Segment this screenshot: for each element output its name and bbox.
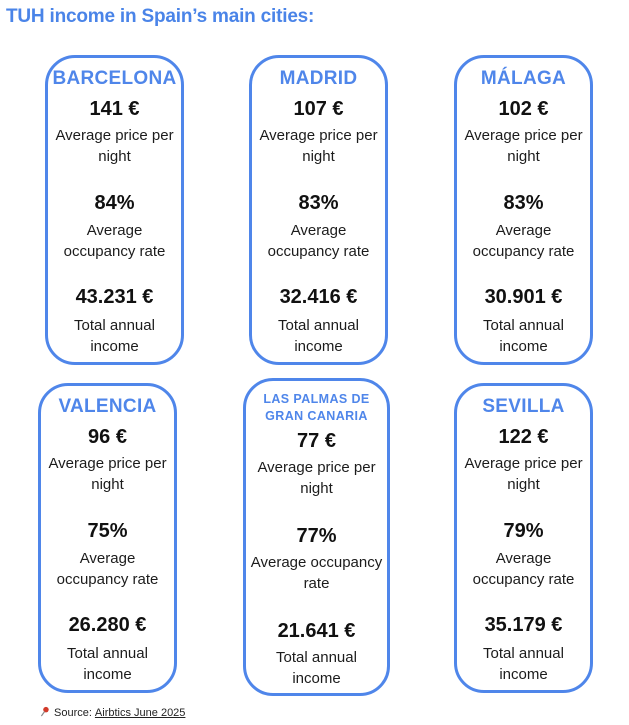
- price-value: 122 €: [498, 426, 549, 448]
- city-card-sevilla: [454, 383, 593, 693]
- occupancy-label: Average occupancy rate: [63, 222, 166, 260]
- source-note: [40, 706, 185, 720]
- occupancy-label: Average occupancy rate: [250, 554, 383, 592]
- income-label: Total annual income: [278, 317, 359, 355]
- income-label: Total annual income: [276, 649, 357, 687]
- page-title: TUH income in Spain’s main cities:: [6, 6, 315, 27]
- price-value: 102 €: [498, 98, 549, 120]
- income-value: 35.179 €: [484, 614, 563, 636]
- income-label: Total annual income: [483, 645, 564, 683]
- pushpin-icon: [40, 706, 51, 720]
- city-name: SEVILLA: [482, 396, 565, 417]
- source-link[interactable]: Airbtics June 2025: [94, 707, 186, 719]
- income-label: Total annual income: [483, 317, 564, 355]
- city-name: MÁLAGA: [480, 68, 567, 89]
- city-name: LAS PALMAS DE GRAN CANARIA: [263, 392, 370, 423]
- income-value: 21.641 €: [277, 620, 356, 642]
- occupancy-label: Average occupancy rate: [267, 222, 370, 260]
- source-prefix: Source:: [54, 707, 92, 719]
- income-label: Total annual income: [74, 317, 155, 355]
- price-value: 107 €: [293, 98, 344, 120]
- income-value: 43.231 €: [75, 286, 154, 308]
- price-value: 96 €: [88, 426, 127, 448]
- price-label: Average price per night: [464, 455, 583, 493]
- city-name: BARCELONA: [52, 68, 177, 89]
- price-label: Average price per night: [48, 455, 167, 493]
- occupancy-label: Average occupancy rate: [56, 550, 159, 588]
- city-name: VALENCIA: [58, 396, 157, 417]
- income-value: 32.416 €: [279, 286, 358, 308]
- city-card-valencia: [38, 383, 177, 693]
- price-label: Average price per night: [464, 127, 583, 165]
- occupancy-value: 75%: [87, 520, 128, 542]
- occupancy-value: 77%: [296, 525, 337, 547]
- city-name: MADRID: [279, 68, 358, 89]
- price-label: Average price per night: [259, 127, 378, 165]
- income-value: 26.280 €: [68, 614, 147, 636]
- city-card-malaga: [454, 55, 593, 365]
- city-card-barcelona: [45, 55, 184, 365]
- price-label: Average price per night: [257, 459, 376, 497]
- occupancy-value: 83%: [298, 192, 339, 214]
- occupancy-value: 83%: [503, 192, 544, 214]
- occupancy-value: 84%: [94, 192, 135, 214]
- price-label: Average price per night: [55, 127, 174, 165]
- price-value: 77 €: [297, 430, 336, 452]
- income-value: 30.901 €: [484, 286, 563, 308]
- income-label: Total annual income: [67, 645, 148, 683]
- occupancy-value: 79%: [503, 520, 544, 542]
- city-card-las-palmas: [243, 378, 390, 696]
- occupancy-label: Average occupancy rate: [472, 222, 575, 260]
- price-value: 141 €: [89, 98, 140, 120]
- occupancy-label: Average occupancy rate: [472, 550, 575, 588]
- city-card-madrid: [249, 55, 388, 365]
